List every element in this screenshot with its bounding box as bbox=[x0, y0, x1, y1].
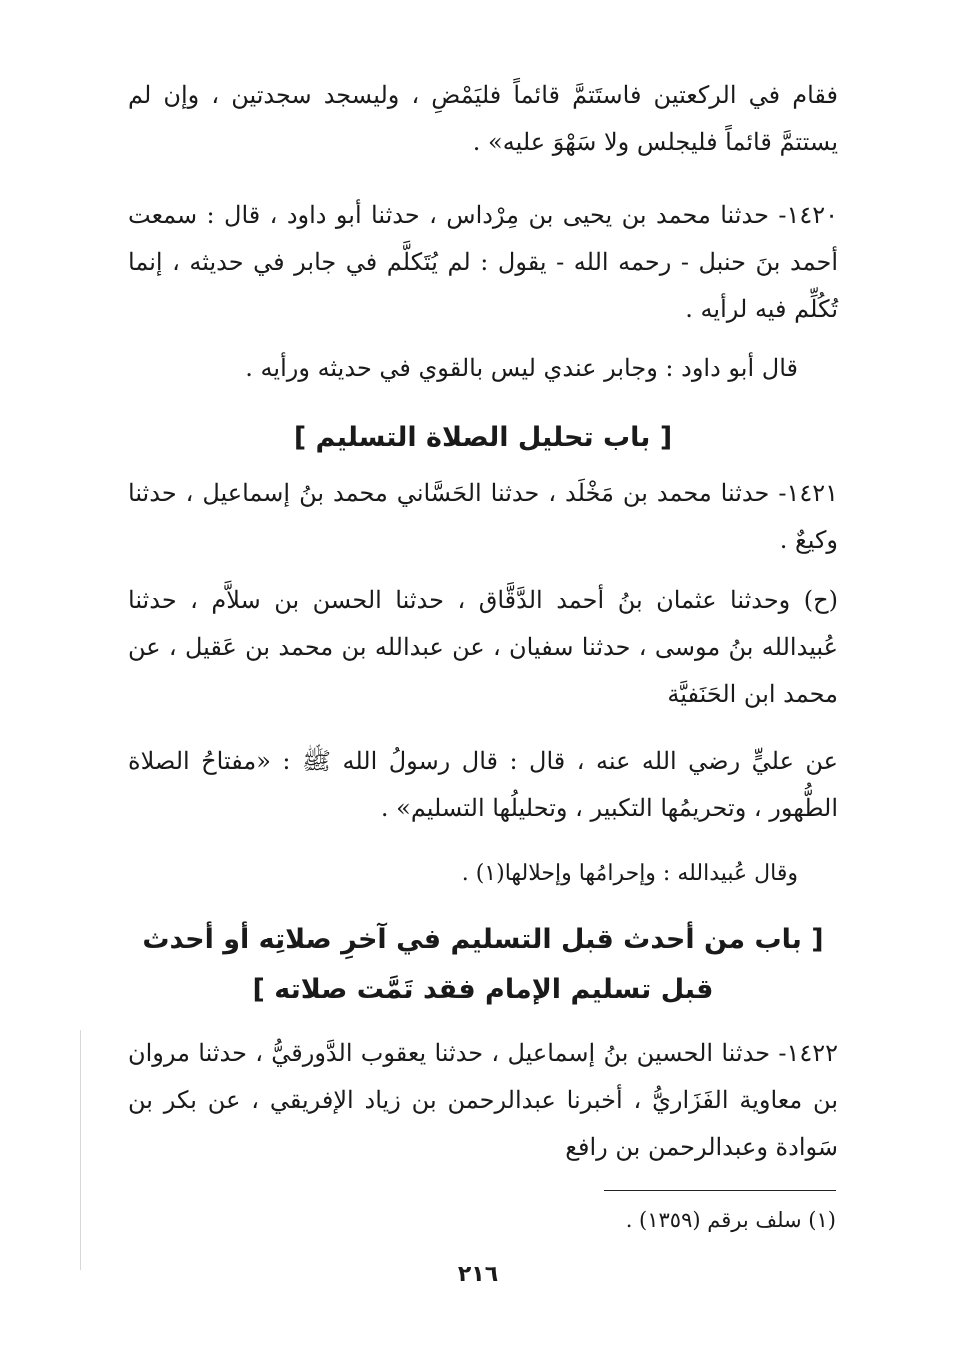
chapter-heading-ahdath bbox=[128, 915, 838, 1015]
hadith-1421-matn: عن عليٍّ رضي الله عنه ، قال : قال رسولُ الله ﷺ : «مفتاحُ الصلاة الطُّهور ، وتحريمُها التكبير ، وتحليلُها التسليم» . bbox=[128, 747, 838, 822]
footnote-separator bbox=[604, 1190, 836, 1191]
hadith-1421-chain: (ح) وحدثنا عثمان بنُ أحمد الدَّقَّاق ، حدثنا الحسن بن سلاَّم ، حدثنا عُبيدالله بنُ موسى ، حدثنا سفيان ، عن عبدالله بن محمد بن عَقيل ، عن محمد ابن الحَنَفيَّة bbox=[128, 586, 838, 708]
ubaydullah-comment: وقال عُبيدالله : وإحرامُها وإحلالها(١) . bbox=[461, 861, 798, 886]
chapter-heading-tahlil: [ باب تحليل الصلاة التسليم ] bbox=[293, 422, 673, 453]
hadith-1422: ١٤٢٢- حدثنا الحسين بنُ إسماعيل ، حدثنا يعقوب الدَّورقيُّ ، حدثنا مروان بن معاوية الفَزَاريُّ ، أخبرنا عبدالرحمن بن زياد الإفريقي ، عن بكر بن سَوادة وعبدالرحمن بن رافع bbox=[128, 1039, 838, 1161]
page-number: ٢١٦ bbox=[457, 1262, 499, 1287]
hadith-1421: ١٤٢١- حدثنا محمد بن مَخْلَد ، حدثنا الحَسَّاني محمد بنُ إسماعيل ، حدثنا وكيعٌ . bbox=[128, 479, 838, 554]
chapter-heading-line-2: قبل تسليم الإمام فقد تَمَّت صلاته ] bbox=[252, 974, 714, 1005]
footnote: (١) سلف برقم (١٣٥٩) . bbox=[625, 1208, 836, 1232]
hadith-1420: ١٤٢٠- حدثنا محمد بن يحيى بن مِرْداس ، حدثنا أبو داود ، قال : سمعت أحمد بنَ حنبل - رحمه الله - يقول : لم يُتَكلَّم في جابر في حديثه ، إنما تُكُلِّم فيه لرأيه . bbox=[128, 201, 838, 323]
margin-scan-line bbox=[80, 1030, 81, 1270]
chapter-heading-line-1: [ باب من أحدث قبل التسليم في آخرِ صلاتِه أو أحدث bbox=[142, 924, 824, 955]
paragraph-continuation: فقام في الركعتين فاستَتمَّ قائماً فليَمْضِ ، وليسجد سجدتين ، وإن لم يستتمَّ قائماً فليجلس ولا سَهْوَ عليه» . bbox=[128, 81, 839, 156]
abu-dawud-comment: قال أبو داود : وجابر عندي ليس بالقوي في حديثه ورأيه . bbox=[245, 354, 798, 382]
